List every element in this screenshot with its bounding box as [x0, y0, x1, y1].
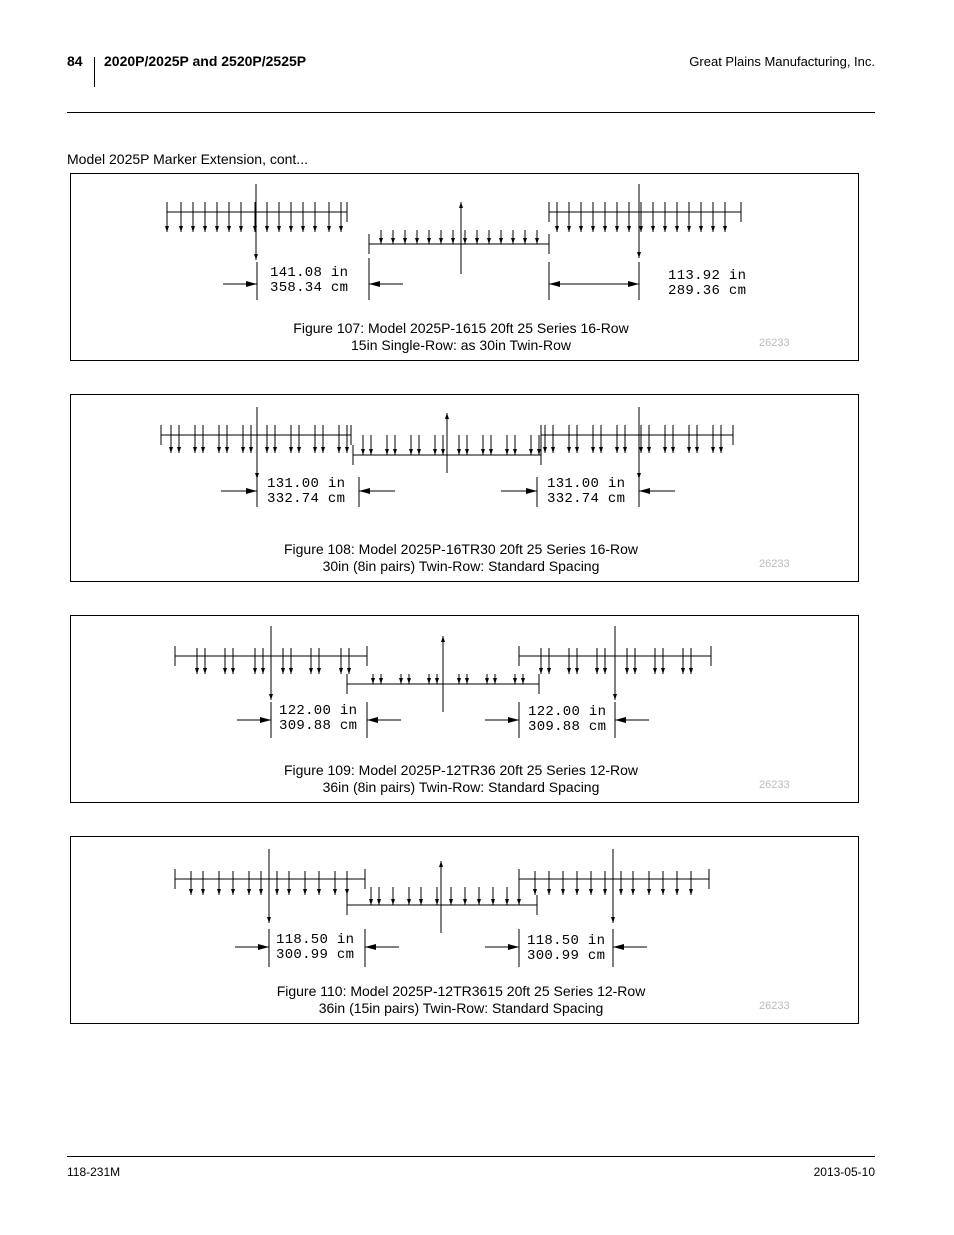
arrowhead [603, 226, 607, 232]
arrowhead [269, 694, 273, 700]
arrowhead [499, 238, 503, 244]
arrowhead [663, 447, 667, 453]
arrowhead [647, 889, 651, 895]
arrowhead [195, 668, 199, 674]
arrowhead [337, 447, 341, 453]
arrowhead [287, 889, 291, 895]
caption-line-1: Figure 108: Model 2025P-16TR30 20ft 25 Series 16-Row [283, 541, 639, 557]
arrowhead [239, 226, 243, 232]
arrowhead [258, 944, 269, 950]
arrowhead [625, 668, 629, 674]
arrowhead [231, 889, 235, 895]
arrowhead [407, 678, 411, 684]
arrowhead [246, 488, 257, 494]
figure-caption [191, 762, 731, 796]
arrowhead [493, 678, 497, 684]
arrowhead [317, 889, 321, 895]
header-rule [67, 112, 875, 113]
arrowhead [227, 226, 231, 232]
arrowhead [526, 488, 537, 494]
arrowhead [435, 899, 439, 905]
arrowhead [281, 668, 285, 674]
header-divider [94, 57, 95, 87]
dimension-right: 118.50 in 300.99 cm [527, 933, 606, 964]
arrowhead [289, 226, 293, 232]
arrowhead [275, 889, 279, 895]
figure-caption [191, 320, 731, 354]
arrowhead [639, 226, 643, 232]
figure-id: 26233 [759, 337, 790, 349]
arrowhead [313, 447, 317, 453]
arrowhead [575, 889, 579, 895]
arrowhead [513, 449, 517, 455]
arrowhead [465, 449, 469, 455]
page-number: 84 [67, 53, 83, 69]
arrowhead [675, 226, 679, 232]
arrowhead [391, 899, 395, 905]
arrowhead [508, 944, 519, 950]
arrowhead [711, 447, 715, 453]
arrowhead [217, 447, 221, 453]
arrowhead [371, 678, 375, 684]
caption-line-1: Figure 110: Model 2025P-12TR3615 20ft 25 Series 12-Row [276, 983, 646, 999]
arrowhead [253, 668, 257, 674]
arrowhead [265, 226, 269, 232]
arrowhead [639, 488, 650, 494]
arrowhead [417, 449, 421, 455]
arrowhead [225, 447, 229, 453]
arrowhead [529, 449, 533, 455]
arrowhead [457, 449, 461, 455]
arrowhead [217, 889, 221, 895]
arrowhead [309, 668, 313, 674]
arrowhead [347, 668, 351, 674]
arrowhead [491, 899, 495, 905]
arrowhead [289, 447, 293, 453]
arrowhead [575, 447, 579, 453]
arrowhead [689, 889, 693, 895]
arrowhead [379, 238, 383, 244]
arrowhead [627, 226, 631, 232]
arrowhead [169, 447, 173, 453]
arrowhead [681, 668, 685, 674]
arrowhead [611, 917, 615, 923]
arrowhead [511, 238, 515, 244]
arrowhead [603, 889, 607, 895]
arrowhead [539, 668, 543, 674]
arrowhead [628, 281, 639, 287]
arrowhead [615, 717, 626, 723]
publish-date: 2013-05-10 [813, 1165, 875, 1179]
section-title: Model 2025P Marker Extension, cont... [67, 151, 308, 167]
arrowhead [445, 413, 449, 419]
arrowhead [321, 447, 325, 453]
arrowhead [555, 226, 559, 232]
arrowhead [165, 226, 169, 232]
arrowhead [631, 889, 635, 895]
figure-109 [70, 615, 859, 803]
arrowhead [361, 449, 365, 455]
arrowhead [247, 889, 251, 895]
doc-number: 118-231M [67, 1165, 121, 1179]
arrowhead [521, 678, 525, 684]
arrowhead [463, 899, 467, 905]
arrowhead [259, 889, 263, 895]
arrowhead [675, 889, 679, 895]
dimension-left: 131.00 in 332.74 cm [267, 476, 346, 507]
arrowhead [189, 889, 193, 895]
arrowhead [619, 889, 623, 895]
document-title: 2020P/2025P and 2520P/2525P [104, 53, 307, 69]
arrowhead [407, 899, 411, 905]
arrowhead [427, 238, 431, 244]
arrowhead [613, 944, 624, 950]
arrowhead [333, 889, 337, 895]
arrowhead [689, 668, 693, 674]
arrowhead [485, 678, 489, 684]
arrowhead [177, 447, 181, 453]
arrowhead [487, 238, 491, 244]
arrowhead [567, 668, 571, 674]
arrowhead [661, 668, 665, 674]
figure-id: 26233 [759, 779, 790, 791]
arrowhead [313, 226, 317, 232]
arrowhead [289, 668, 293, 674]
arrowhead [663, 226, 667, 232]
arrowhead [459, 202, 463, 208]
arrowhead [599, 447, 603, 453]
arrowhead [477, 899, 481, 905]
arrowhead [403, 238, 407, 244]
caption-line-1: Figure 107: Model 2025P-1615 20ft 25 Series 16-Row [293, 320, 629, 336]
dimension-right: 113.92 in 289.36 cm [668, 268, 747, 299]
arrowhead [457, 678, 461, 684]
company-name: Great Plains Manufacturing, Inc. [689, 54, 875, 69]
arrowhead [508, 717, 519, 723]
caption-line-2: 15in Single-Row: as 30in Twin-Row [351, 337, 571, 353]
arrowhead [419, 899, 423, 905]
arrowhead [551, 447, 555, 453]
figure-id: 26233 [759, 1000, 790, 1012]
arrowhead [513, 678, 517, 684]
arrowhead [451, 238, 455, 244]
arrowhead [415, 238, 419, 244]
arrowhead [367, 717, 378, 723]
arrowhead [249, 447, 253, 453]
figure-110 [70, 836, 859, 1024]
arrowhead [359, 488, 370, 494]
arrowhead [535, 238, 539, 244]
arrowhead [615, 226, 619, 232]
arrowhead [603, 668, 607, 674]
dimension-left: 118.50 in 300.99 cm [276, 932, 355, 963]
arrowhead [661, 889, 665, 895]
arrowhead [711, 226, 715, 232]
arrowhead [489, 449, 493, 455]
arrowhead [653, 668, 657, 674]
figure-caption [191, 541, 731, 575]
figure-id: 26233 [759, 558, 790, 570]
arrowhead [441, 636, 445, 642]
arrowhead [385, 449, 389, 455]
arrowhead [260, 717, 271, 723]
arrowhead [215, 226, 219, 232]
dimension-left: 141.08 in 358.34 cm [270, 265, 349, 296]
arrowhead [369, 899, 373, 905]
arrowhead [345, 889, 349, 895]
arrowhead [327, 226, 331, 232]
arrowhead [633, 668, 637, 674]
arrowhead [193, 447, 197, 453]
arrowhead [547, 668, 551, 674]
figure-108 [70, 394, 859, 582]
figure-caption [191, 983, 731, 1017]
arrowhead [671, 447, 675, 453]
arrowhead [339, 668, 343, 674]
figure-107 [70, 173, 859, 361]
arrowhead [589, 889, 593, 895]
arrowhead [297, 447, 301, 453]
arrowhead [377, 899, 381, 905]
arrowhead [345, 447, 349, 453]
arrowhead [615, 447, 619, 453]
arrowhead [639, 447, 643, 453]
arrowhead [433, 449, 437, 455]
arrowhead [463, 238, 467, 244]
arrowhead [465, 678, 469, 684]
arrowhead [399, 678, 403, 684]
arrowhead [695, 447, 699, 453]
arrowhead [435, 678, 439, 684]
arrowhead [265, 447, 269, 453]
arrowhead [481, 449, 485, 455]
arrowhead [647, 447, 651, 453]
arrowhead [365, 944, 376, 950]
arrowhead [379, 678, 383, 684]
arrowhead [537, 449, 541, 455]
arrowhead [723, 226, 727, 232]
arrowhead [179, 226, 183, 232]
arrowhead [203, 226, 207, 232]
arrowhead [441, 449, 445, 455]
dimension-right: 131.00 in 332.74 cm [547, 476, 626, 507]
footer-rule [67, 1156, 875, 1157]
dimension-right: 122.00 in 309.88 cm [528, 704, 607, 735]
caption-line-1: Figure 109: Model 2025P-12TR36 20ft 25 Series 12-Row [283, 762, 639, 778]
arrowhead [317, 668, 321, 674]
arrowhead [254, 254, 258, 260]
arrowhead [699, 226, 703, 232]
arrowhead [719, 447, 723, 453]
arrowhead [439, 861, 443, 867]
arrowhead [427, 678, 431, 684]
arrowhead [191, 226, 195, 232]
arrowhead [595, 668, 599, 674]
arrowhead [523, 238, 527, 244]
arrowhead [223, 668, 227, 674]
arrowhead [687, 226, 691, 232]
arrowhead [613, 694, 617, 700]
arrowhead [241, 447, 245, 453]
arrowhead [201, 889, 205, 895]
arrowhead [687, 447, 691, 453]
arrowhead [591, 226, 595, 232]
arrowhead [561, 889, 565, 895]
arrowhead [549, 281, 560, 287]
arrowhead [409, 449, 413, 455]
arrowhead [517, 899, 521, 905]
arrowhead [201, 447, 205, 453]
arrowhead [231, 668, 235, 674]
arrowhead [505, 449, 509, 455]
arrowhead [651, 226, 655, 232]
caption-line-2: 30in (8in pairs) Twin-Row: Standard Spacing [322, 558, 600, 574]
arrowhead [567, 447, 571, 453]
arrowhead [475, 238, 479, 244]
arrowhead [273, 447, 277, 453]
arrowhead [547, 889, 551, 895]
arrowhead [261, 668, 265, 674]
arrowhead [579, 226, 583, 232]
arrowhead [449, 899, 453, 905]
arrowhead [505, 899, 509, 905]
arrowhead [301, 226, 305, 232]
arrowhead [439, 238, 443, 244]
arrowhead [246, 281, 257, 287]
arrowhead [391, 238, 395, 244]
arrowhead [533, 889, 537, 895]
arrowhead [543, 447, 547, 453]
arrowhead [369, 449, 373, 455]
arrowhead [623, 447, 627, 453]
caption-line-2: 36in (15in pairs) Twin-Row: Standard Spacing [318, 1000, 604, 1016]
arrowhead [591, 447, 595, 453]
arrowhead [567, 226, 571, 232]
arrowhead [575, 668, 579, 674]
arrowhead [393, 449, 397, 455]
arrowhead [203, 668, 207, 674]
arrowhead [339, 226, 343, 232]
dimension-left: 122.00 in 309.88 cm [279, 703, 358, 734]
arrowhead [369, 281, 380, 287]
caption-line-2: 36in (8in pairs) Twin-Row: Standard Spacing [322, 779, 600, 795]
arrowhead [637, 252, 641, 258]
arrowhead [303, 889, 307, 895]
arrowhead [277, 226, 281, 232]
arrowhead [267, 917, 271, 923]
